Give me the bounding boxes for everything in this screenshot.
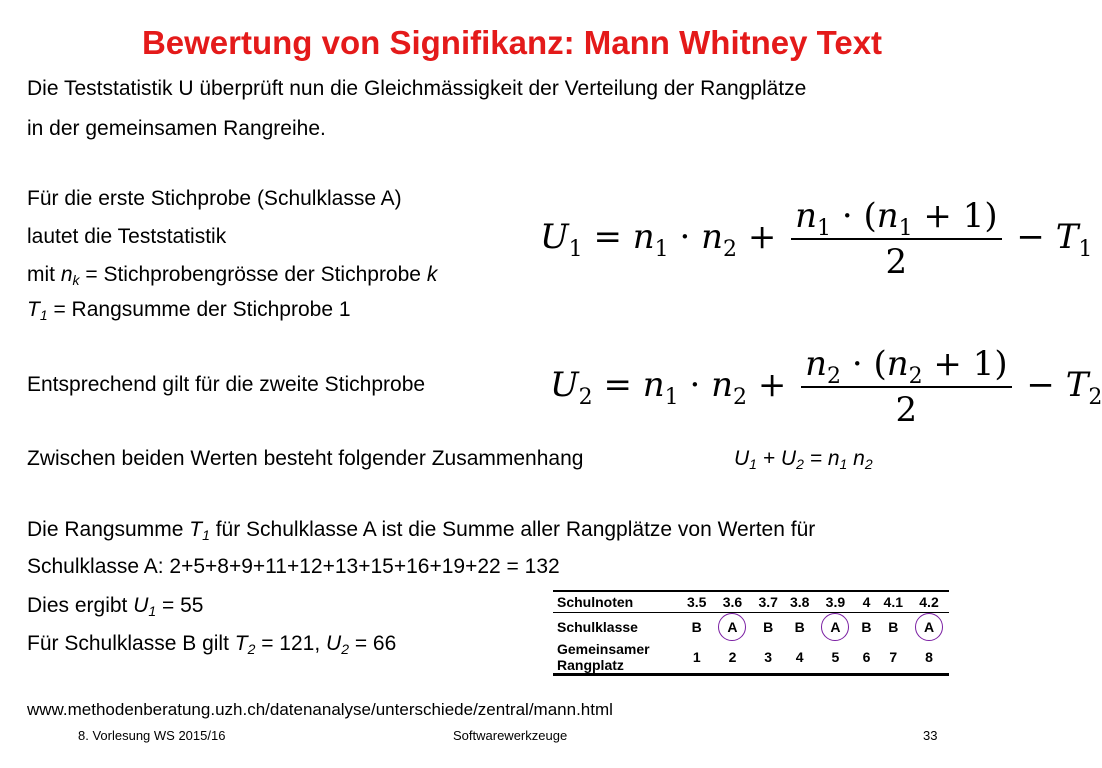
cell-rang: 7 <box>878 641 909 675</box>
row-label-rangplatz: Gemeinsamer Rangplatz <box>553 641 681 675</box>
row-label-schulklasse: Schulklasse <box>557 619 638 635</box>
source-url[interactable]: www.methodenberatung.uzh.ch/datenanalyse/unterschiede/zentral/mann.html <box>27 700 613 719</box>
cell-note: 3.7 <box>752 591 783 613</box>
first-sample-line-3: mit $n_k$ = Stichprobengrösse der Stichprobe k <box>27 263 438 288</box>
cell-rang: 2 <box>712 641 752 675</box>
result-klasse-b: Für Schulklasse B gilt $T_2 = 121$, $U_2 = 66$ <box>27 632 397 657</box>
page-number: 33 <box>923 728 938 743</box>
relation-formula: $U_1 + U_2 = n_1$ $n_2$ <box>734 447 873 472</box>
cell-klasse: B <box>794 619 805 635</box>
circled-klasse-a: A <box>718 613 746 641</box>
cell-rang: 4 <box>784 641 815 675</box>
first-sample-line-4: $T_1$ = Rangsumme der Stichprobe 1 <box>27 298 351 323</box>
footer-course: Softwarewerkzeuge <box>453 728 568 743</box>
first-sample-line-1: Für die erste Stichprobe (Schulklasse A) <box>27 187 402 210</box>
cell-klasse: B <box>763 619 774 635</box>
second-sample-line: Entsprechend gilt für die zweite Stichprobe <box>27 373 426 396</box>
footer-lecture: 8. Vorlesung WS 2015/16 <box>78 728 226 743</box>
cell-note: 3.6 <box>712 591 752 613</box>
cell-klasse-circled <box>712 613 752 642</box>
cell-klasse-circled <box>909 613 949 642</box>
relation-text: Zwischen beiden Werten besteht folgender Zusammenhang <box>27 447 584 470</box>
cell-klasse-circled <box>815 613 855 642</box>
cell-rang: 1 <box>681 641 712 675</box>
intro-line-2: in der gemeinsamen Rangreihe. <box>27 117 326 140</box>
rank-table <box>553 590 949 676</box>
cell-note: 4.1 <box>878 591 909 613</box>
rangsumme-line-1: Die Rangsumme $T_1$ für Schulklasse A ist die Summe aller Rangplätze von Werten für <box>27 518 816 543</box>
result-u1: Dies ergibt $U_1 = 55$ <box>27 594 204 619</box>
formula-u1-fraction: $\frac{n_1 \cdot (n_1 + 1)}{2}$ <box>791 196 1002 282</box>
cell-note: 3.9 <box>815 591 855 613</box>
rank-table-row-noten <box>553 591 949 613</box>
cell-note: 4.2 <box>909 591 949 613</box>
cell-note: 3.5 <box>681 591 712 613</box>
slide-title: Bewertung von Signifikanz: Mann Whitney Text <box>141 24 883 61</box>
cell-rang: 3 <box>752 641 783 675</box>
cell-note: 4 <box>855 591 877 613</box>
formula-u1: $U_1 = n_1 \cdot n_2$ + $\frac{n_1 \cdot (n_1 + 1)}{2}$ − $T_1$ <box>540 196 1093 282</box>
cell-klasse: B <box>691 619 702 635</box>
cell-rang: 5 <box>815 641 855 675</box>
circled-klasse-a: A <box>821 613 849 641</box>
cell-klasse: B <box>888 619 899 635</box>
cell-note: 3.8 <box>784 591 815 613</box>
cell-rang: 6 <box>855 641 877 675</box>
rank-table-row-rang <box>553 641 949 675</box>
first-sample-line-2: lautet die Teststatistik <box>27 225 227 248</box>
formula-u2: $U_2 = n_1 \cdot n_2$ + $\frac{n_2 \cdot (n_2 + 1)}{2}$ − $T_2$ <box>550 344 1102 430</box>
cell-rang: 8 <box>909 641 949 675</box>
row-label-schulnoten: Schulnoten <box>553 591 681 613</box>
rank-table-row-klasse <box>553 613 949 642</box>
cell-klasse: B <box>861 619 872 635</box>
rangsumme-line-2: Schulklasse A: 2+5+8+9+11+12+13+15+16+19+22 = 132 <box>27 555 560 578</box>
circled-klasse-a: A <box>915 613 943 641</box>
formula-u2-fraction: $\frac{n_2 \cdot (n_2 + 1)}{2}$ <box>801 344 1012 430</box>
intro-line-1: Die Teststatistik U überprüft nun die Gleichmässigkeit der Verteilung der Rangplätze <box>27 77 807 100</box>
